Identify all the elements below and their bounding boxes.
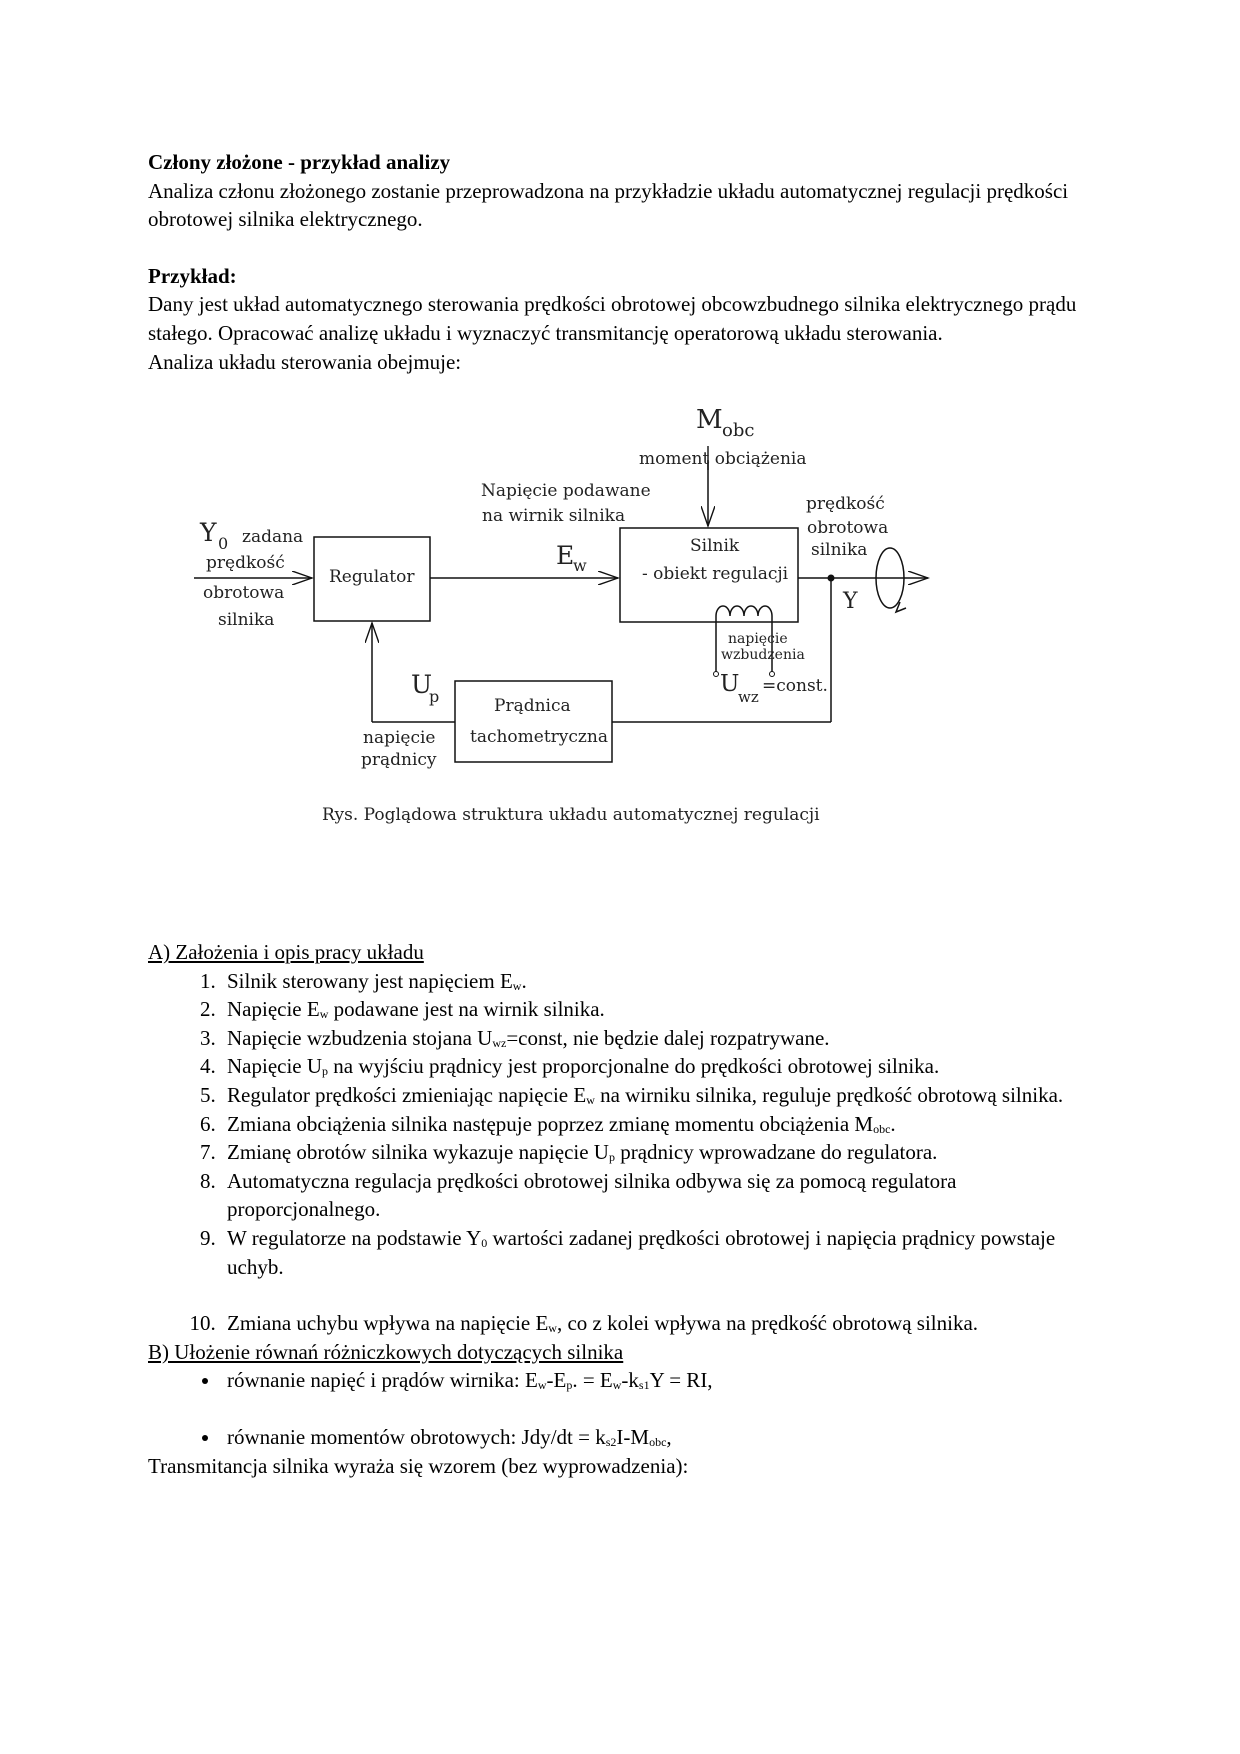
setpoint-label-4: silnika: [218, 610, 275, 630]
list-item: 3. Napięcie wzbudzenia stojana $U_{wz}=const$, nie będzie dalej rozpatrywane.: [221, 1024, 1108, 1053]
example-text: Dany jest układ automatycznego sterowania prędkości obrotowej obcowzbudnego silnika elektrycznego prądu stałego. Opracować analizę układu i wyznaczyć transmitancję operatorową układu sterowania.: [148, 292, 1077, 345]
up-symbol: U: [411, 670, 433, 699]
document-page-lower: [148, 938, 1108, 1480]
example-lead: Analiza układu sterowania obejmuje:: [148, 349, 462, 374]
closing-text: Transmitancja silnika wyraża się wzorem (bez wyprowadzenia):: [148, 1453, 689, 1478]
setpoint-label-3: obrotowa: [203, 583, 285, 603]
voltage-label-1: Napięcie podawane: [481, 481, 651, 501]
voltage-label-2: na wirnik silnika: [482, 506, 626, 526]
tacho-box: [455, 681, 612, 762]
example-label: Przykład:: [148, 263, 237, 288]
gen-voltage-label-2: prądnicy: [361, 750, 437, 770]
intro-paragraph: Analiza członu złożonego zostanie przeprowadzona na przykładzie układu automatycznej regulacji prędkości obrotowej silnika elektrycznego.: [148, 178, 1069, 232]
list-item: 4. Napięcie $U_p$ na wyjściu prądnicy jest proporcjonalne do prędkości obrotowej silnika.: [221, 1052, 1108, 1081]
tacho-label-1: Prądnica: [494, 696, 571, 716]
equations-list: [148, 1366, 1108, 1451]
ew-symbol: E: [556, 541, 575, 570]
y0-subscript: 0: [218, 534, 229, 553]
page-heading: Człony złożone - przykład analizy: [148, 150, 451, 174]
list-item: 5. Regulator prędkości zmieniając napięcie $E_w$ na wirniku silnika, reguluje prędkość obrotową silnika.: [221, 1081, 1108, 1110]
y0-symbol: Y: [200, 518, 217, 547]
control-system-diagram: [200, 405, 1060, 920]
assumptions-list: [148, 967, 1108, 1338]
list-item: • równanie napięć i prądów wirnika: $E_w-E_p$. = $E_w-k_{s1}Y$ = RI,: [221, 1366, 1108, 1395]
section-a-title: A) Założenia i opis pracy układu: [148, 940, 424, 964]
list-item: 8. Automatyczna regulacja prędkości obrotowej silnika odbywa się za pomocą regulatora proporcjonalnego.: [221, 1167, 1108, 1224]
motor-label-2: - obiekt regulacji: [642, 564, 789, 584]
list-item: 7. Zmianę obrotów silnika wykazuje napięcie $U_p$ prądnicy wprowadzane do regulatora.: [221, 1138, 1108, 1167]
gen-voltage-label-1: napięcie: [363, 728, 436, 748]
speed-label-1: prędkość: [806, 494, 885, 514]
list-item: 2. Napięcie $E_w$ podawane jest na wirnik silnika.: [221, 995, 1108, 1024]
list-item: 9. W regulatorze na podstawie $Y_0$ wartości zadanej prędkości obrotowej i napięcia prądnicy powstaje uchyb.: [221, 1224, 1108, 1281]
regulator-label: Regulator: [329, 567, 415, 587]
setpoint-label-1: zadana: [242, 527, 304, 547]
excitation-label-2: wzbudzenia: [721, 647, 805, 663]
uwz-symbol: U: [720, 671, 740, 697]
uwz-subscript: wz: [738, 688, 759, 706]
excitation-label-1: napięcie: [728, 631, 788, 647]
uwz-const: =const.: [762, 676, 828, 696]
list-item: 10. Zmiana uchybu wpływa na napięcie $E_w$, co z kolei wpływa na prędkość obrotową silnika.: [221, 1309, 1108, 1338]
motor-label-1: Silnik: [690, 536, 740, 556]
setpoint-label-2: prędkość: [206, 553, 285, 573]
mobc-symbol: M: [696, 405, 723, 435]
list-item: • równanie momentów obrotowych: $Jdy/dt = k_{s2}I-M_{obc}$,: [221, 1423, 1108, 1452]
figure-caption: Rys. Poglądowa struktura układu automatycznej regulacji: [322, 805, 820, 825]
speed-label-3: silnika: [811, 540, 868, 560]
up-subscript: p: [429, 687, 440, 706]
moment-label: moment obciążenia: [639, 449, 807, 469]
list-item: 1. Silnik sterowany jest napięciem $E_w$.: [221, 967, 1108, 996]
document-page: [148, 148, 1108, 376]
speed-label-2: obrotowa: [807, 518, 889, 538]
ew-subscript: w: [573, 556, 587, 575]
output-y-symbol: Y: [843, 589, 858, 614]
list-item: 6. Zmiana obciążenia silnika następuje poprzez zmianę momentu obciążenia $M_{obc}$.: [221, 1110, 1108, 1139]
section-b-title: B) Ułożenie równań różniczkowych dotyczących silnika: [148, 1339, 624, 1364]
mobc-subscript: obc: [722, 420, 755, 441]
tacho-label-2: tachometryczna: [470, 727, 608, 747]
